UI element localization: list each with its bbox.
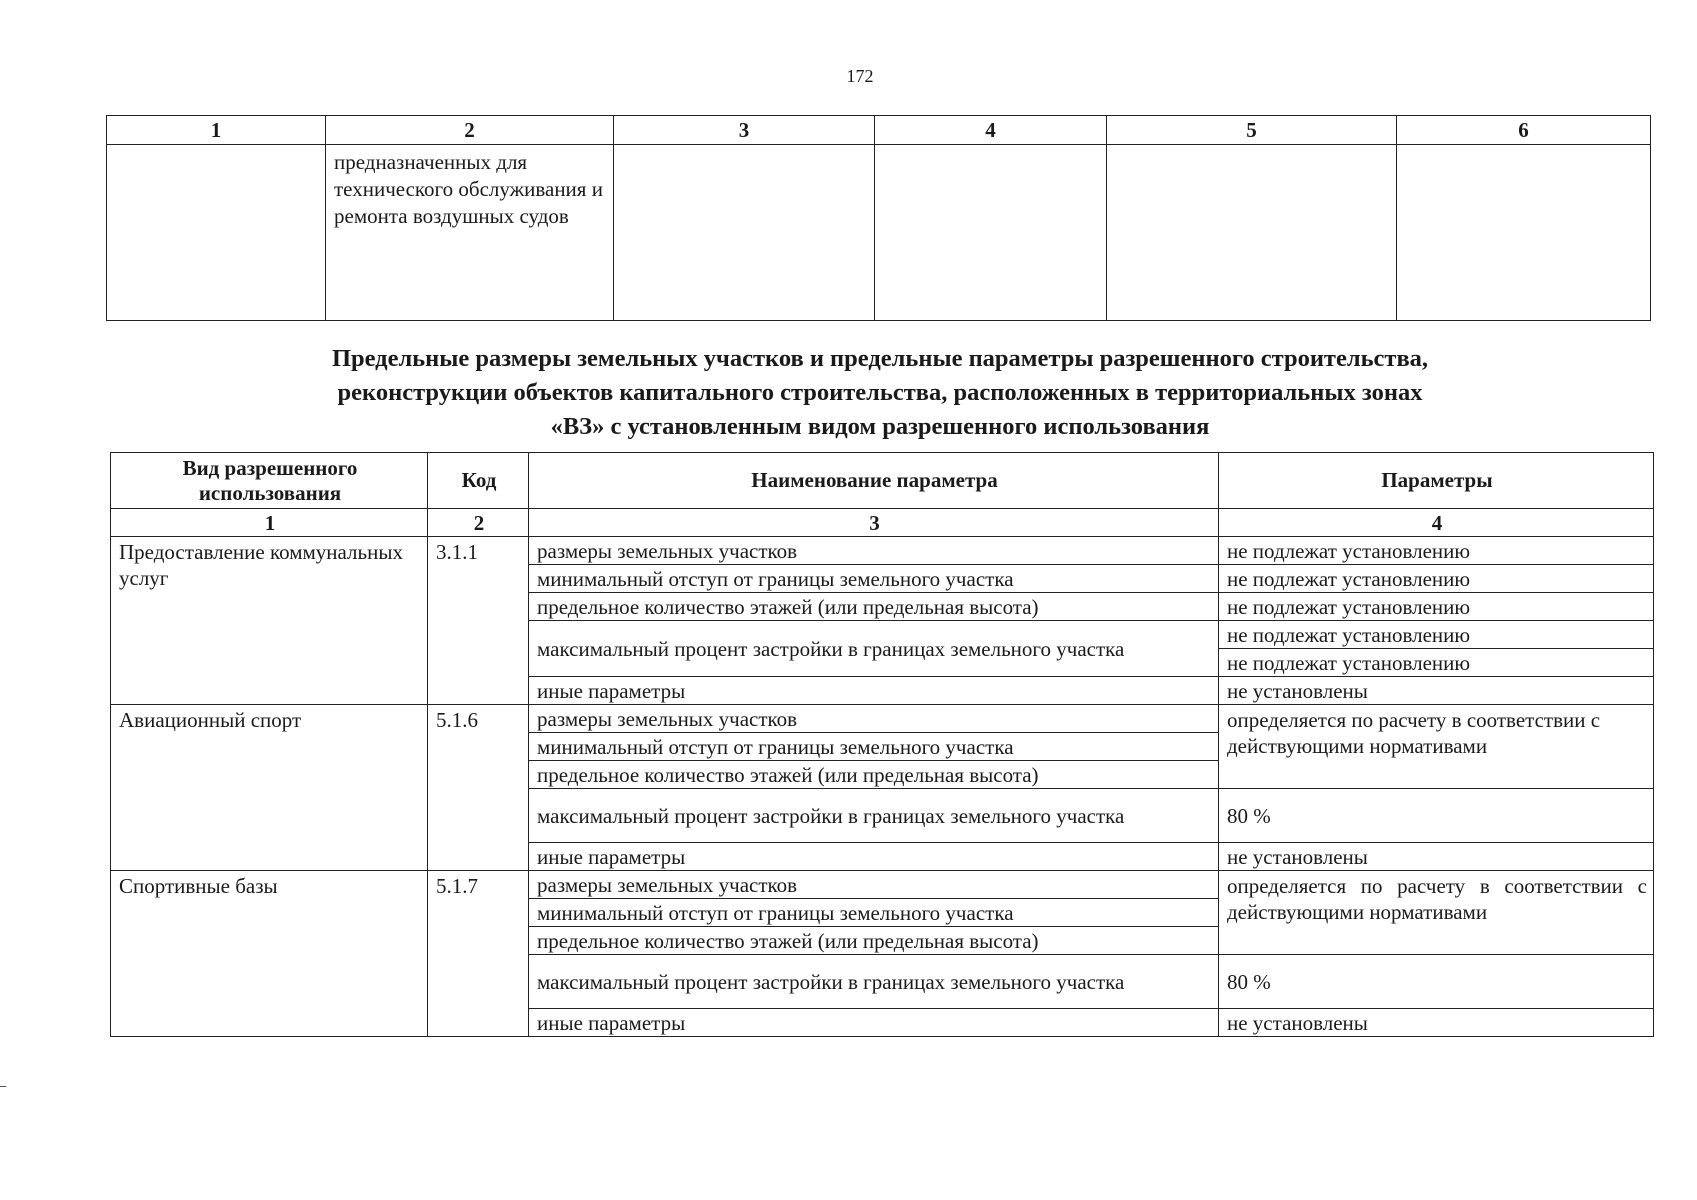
- parameter-value-cell: не установлены: [1219, 1009, 1654, 1037]
- parameter-value-cell: 80 %: [1219, 955, 1654, 1009]
- page-number: 172: [846, 66, 874, 86]
- column-header: Наименование параметра: [529, 453, 1219, 509]
- parameter-name-cell: иные параметры: [529, 843, 1219, 871]
- parameter-name-cell: минимальный отступ от границы земельного участка: [529, 733, 1219, 761]
- table-cell: предназначенных для технического обслуживания и ремонта воздушных судов: [326, 145, 614, 321]
- use-type-cell: Авиационный спорт: [111, 705, 428, 871]
- parameter-value-cell: определяется по расчету в соответствии с действующими нормативами: [1219, 705, 1654, 789]
- column-number: 1: [107, 116, 326, 145]
- parameter-name-cell: минимальный отступ от границы земельного участка: [529, 899, 1219, 927]
- column-header: Вид разрешенного использования: [111, 453, 428, 509]
- parameter-value-cell: 80 %: [1219, 789, 1654, 843]
- column-number: 5: [1107, 116, 1397, 145]
- column-number: 6: [1397, 116, 1651, 145]
- column-number: 3: [614, 116, 875, 145]
- parameter-name-cell: иные параметры: [529, 677, 1219, 705]
- table-row: [111, 705, 1654, 733]
- parameter-name-cell: размеры земельных участков: [529, 871, 1219, 899]
- parameter-name-cell: максимальный процент застройки в границах земельного участка: [529, 789, 1219, 843]
- table-cell: [1397, 145, 1651, 321]
- column-number: 3: [529, 509, 1219, 537]
- column-number-row: [111, 509, 1654, 537]
- parameter-name-cell: максимальный процент застройки в границах земельного участка: [529, 621, 1219, 677]
- table-cell: [614, 145, 875, 321]
- column-number: 1: [111, 509, 428, 537]
- parameter-value-cell: не установлены: [1219, 843, 1654, 871]
- parameter-name-cell: минимальный отступ от границы земельного участка: [529, 565, 1219, 593]
- parameter-name-cell: максимальный процент застройки в границах земельного участка: [529, 955, 1219, 1009]
- code-cell: 5.1.7: [428, 871, 529, 1037]
- use-type-cell: Предоставление коммунальных услуг: [111, 537, 428, 705]
- parameter-value-cell: не подлежат установлению: [1219, 649, 1654, 677]
- code-cell: 3.1.1: [428, 537, 529, 705]
- parameter-name-cell: предельное количество этажей (или предельная высота): [529, 927, 1219, 955]
- parameters-table: [110, 452, 1654, 1037]
- column-number: 4: [1219, 509, 1654, 537]
- header-row: [111, 453, 1654, 509]
- column-header: Код: [428, 453, 529, 509]
- parameter-name-cell: размеры земельных участков: [529, 705, 1219, 733]
- parameter-name-cell: предельное количество этажей (или предельная высота): [529, 593, 1219, 621]
- table-row: [111, 537, 1654, 565]
- continuation-header-row: [107, 116, 1651, 145]
- parameter-name-cell: предельное количество этажей (или предельная высота): [529, 761, 1219, 789]
- parameter-value-cell: не подлежат установлению: [1219, 593, 1654, 621]
- section-title-line: реконструкции объектов капитального строительства, расположенных в территориальных зонах: [337, 379, 1423, 406]
- column-header: Параметры: [1219, 453, 1654, 509]
- parameter-value-cell: не подлежат установлению: [1219, 621, 1654, 649]
- column-number: 2: [326, 116, 614, 145]
- section-title-line: «ВЗ» с установленным видом разрешенного использования: [550, 413, 1210, 440]
- parameter-name-cell: иные параметры: [529, 1009, 1219, 1037]
- parameter-value-cell: определяется по расчету в соответствии с действующими нормативами: [1219, 871, 1654, 955]
- continuation-body-row: [107, 145, 1651, 321]
- table-row: [111, 871, 1654, 899]
- continuation-table: [106, 115, 1651, 321]
- table-cell: [107, 145, 326, 321]
- parameter-value-cell: не подлежат установлению: [1219, 565, 1654, 593]
- section-title-line: Предельные размеры земельных участков и предельные параметры разрешенного строительства,: [331, 345, 1429, 372]
- section-title: [200, 342, 1560, 444]
- scan-margin-mark: [0, 1086, 6, 1087]
- parameter-value-cell: не установлены: [1219, 677, 1654, 705]
- parameter-name-cell: размеры земельных участков: [529, 537, 1219, 565]
- parameter-value-cell: не подлежат установлению: [1219, 537, 1654, 565]
- code-cell: 5.1.6: [428, 705, 529, 871]
- table-cell: [1107, 145, 1397, 321]
- column-number: 2: [428, 509, 529, 537]
- use-type-cell: Спортивные базы: [111, 871, 428, 1037]
- column-number: 4: [875, 116, 1107, 145]
- table-cell: [875, 145, 1107, 321]
